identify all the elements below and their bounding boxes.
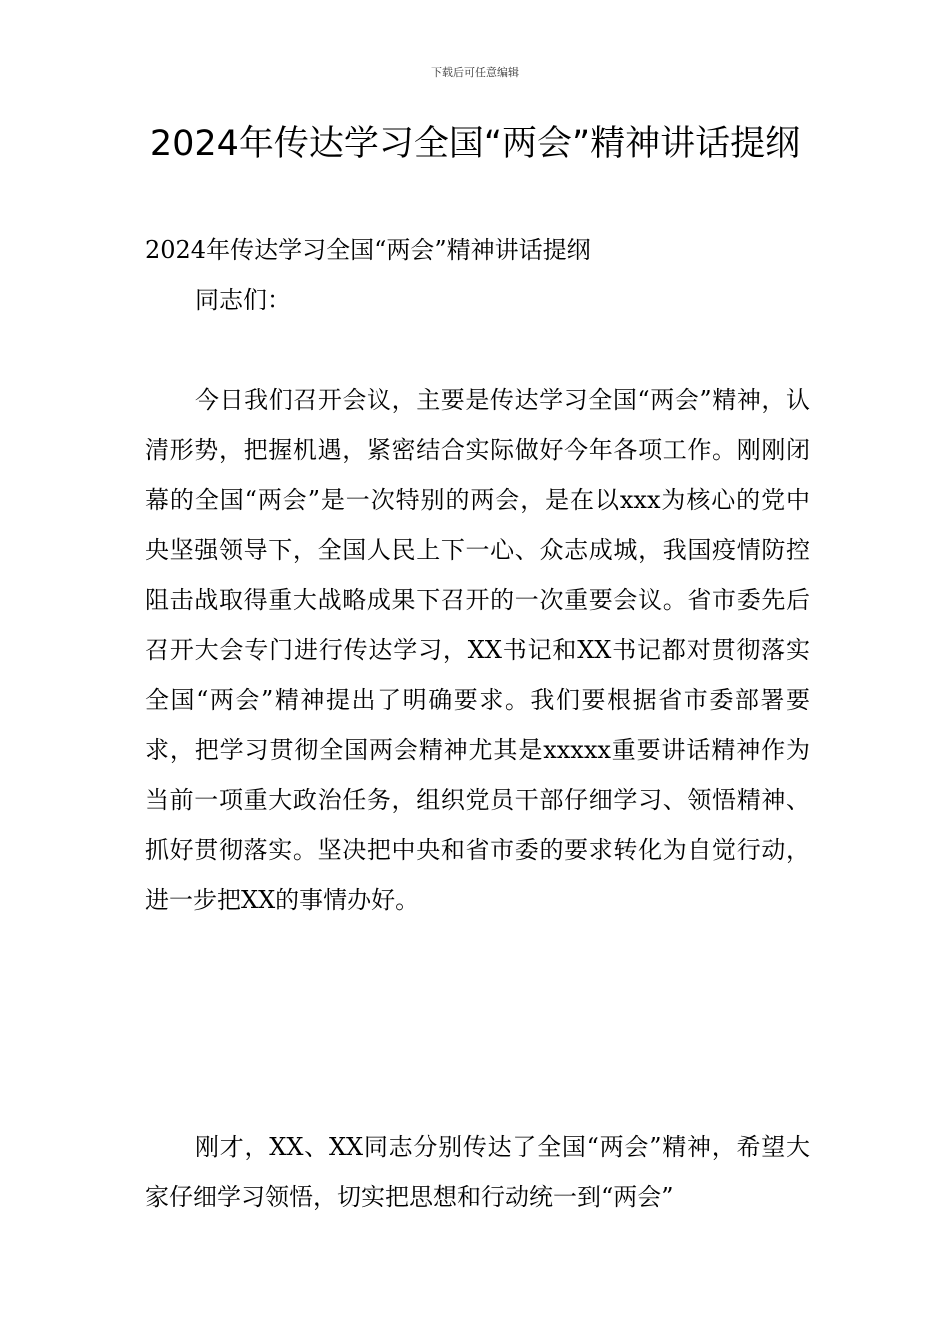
salutation: 同志们： — [195, 286, 291, 314]
paragraph-2: 刚才，XX、XX同志分别传达了全国“两会”精神，希望大家仔细学习领悟，切实把思想和行动统一到“两会” — [145, 1133, 810, 1211]
paragraph-1: 今日我们召开会议，主要是传达学习全国“两会”精神，认清形势，把握机遇，紧密结合实际做好今年各项工作。刚刚闭幕的全国“两会”是一次特别的两会，是在以xxx为核心的党中央坚强领导下，全国人民上下一心、众志成城，我国疫情防控阻击战取得重大战略成果下召开的一次重要会议。省市委先后召开大会专门进行传达学习，XX书记和XX书记都对贯彻落实全国“两会”精神提出了明确要求。我们要根据省市委部署要求，把学习贯彻全国两会精神尤其是xxxxx重要讲话精神作为当前一项重大政治任务，组织党员干部仔细学习、领悟精神、抓好贯彻落实。坚决把中央和省市委的要求转化为自觉行动，进一步把XX的事情办好。 — [145, 386, 810, 914]
document-subtitle: 2024年传达学习全国“两会”精神讲话提纲 — [145, 236, 591, 264]
header-note: 下载后可任意编辑 — [431, 66, 519, 79]
document-title: 2024年传达学习全国“两会”精神讲话提纲 — [149, 124, 801, 164]
